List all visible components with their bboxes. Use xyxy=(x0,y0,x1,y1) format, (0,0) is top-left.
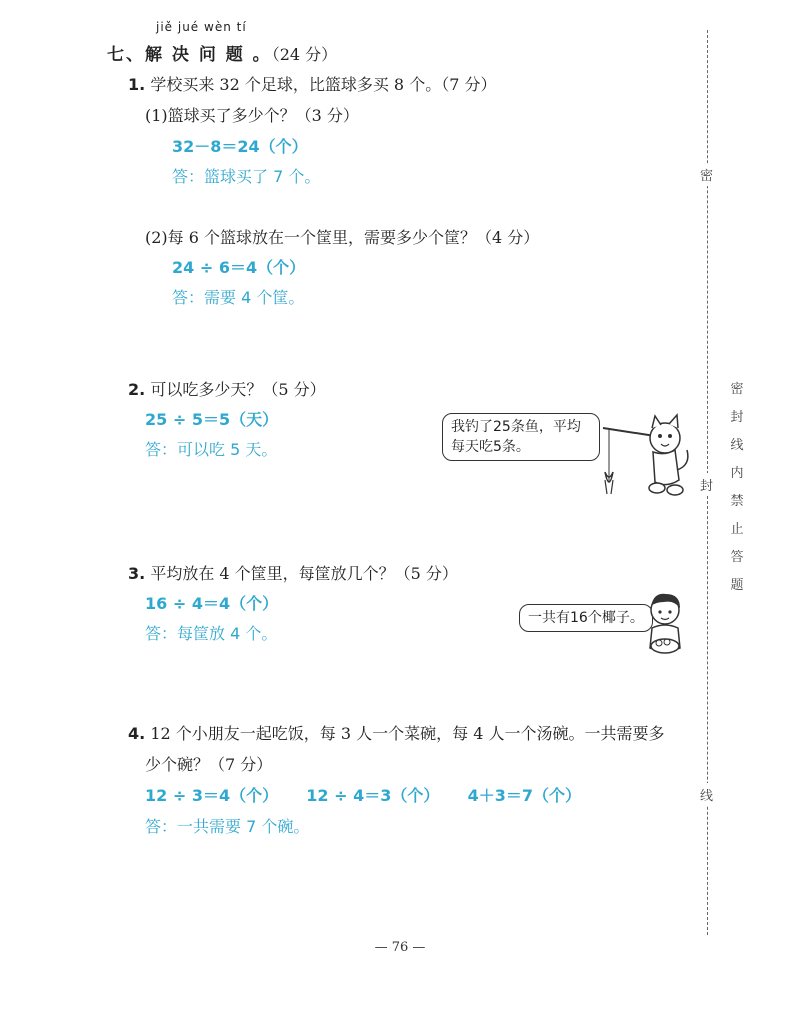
seal-mark-mi: 密 xyxy=(700,163,713,186)
answer-statement: 答：可以吃 5 天。 xyxy=(145,440,278,459)
answer-equations xyxy=(145,786,581,806)
cat-fishing-icon xyxy=(595,410,695,500)
section-pinyin: jiě jué wèn tí xyxy=(156,20,247,34)
question-1 xyxy=(128,75,496,95)
section-title: 七、解 决 问 题 。 xyxy=(107,45,272,65)
speech-bubble: 一共有16个椰子。 xyxy=(519,604,653,632)
speech-bubble xyxy=(442,413,600,461)
seal-warning-char: 线 xyxy=(730,438,744,453)
section-score: （24 分） xyxy=(271,45,338,64)
answer-statement: 答：每筐放 4 个。 xyxy=(145,624,278,643)
answer-equation xyxy=(172,137,308,157)
question-1-sub-2: (2)每 6 个篮球放在一个筐里，需要多少个筐？（4 分） xyxy=(145,228,540,247)
answer-equation xyxy=(145,594,278,614)
bubble-line: 我钓了25条鱼，平均 xyxy=(451,419,581,435)
seal-warning-char: 禁 xyxy=(730,494,744,509)
seal-warning-char: 答 xyxy=(730,550,744,565)
seal-warning-char: 封 xyxy=(730,410,744,425)
question-4-line-2: 少个碗？（7 分） xyxy=(145,755,273,774)
equation-text: 12 ÷ 3＝4（个） xyxy=(145,786,279,805)
equation-text: 24 ÷ 6＝4（个） xyxy=(172,258,306,277)
child-with-coconuts-icon xyxy=(640,590,690,660)
question-text: 12 个小朋友一起吃饭，每 3 人一个菜碗，每 4 人一个汤碗。一共需要多 xyxy=(150,724,665,743)
answer-statement: 答：篮球买了 7 个。 xyxy=(172,167,321,186)
answer-statement: 答：需要 4 个筐。 xyxy=(172,288,305,307)
question-2 xyxy=(128,380,326,400)
equation-text: 32－8＝24（个） xyxy=(172,137,308,156)
seal-mark-xian: 线 xyxy=(700,783,713,806)
question-text: 平均放在 4 个筐里，每筐放几个？（5 分） xyxy=(150,564,458,583)
seal-warning-vertical xyxy=(729,378,745,602)
question-4 xyxy=(128,724,664,744)
question-text: 学校买来 32 个足球，比篮球多买 8 个。（7 分） xyxy=(150,75,497,94)
equation-text: 12 ÷ 4＝3（个） xyxy=(306,786,440,805)
question-number: 3. xyxy=(128,564,146,583)
answer-equation xyxy=(145,410,278,430)
seal-warning-char: 内 xyxy=(730,466,744,481)
seal-warning-char: 密 xyxy=(730,382,744,397)
question-1-sub-1: (1)篮球买了多少个？（3 分） xyxy=(145,106,359,125)
question-3 xyxy=(128,564,458,584)
section-header xyxy=(107,40,337,65)
seal-mark-feng: 封 xyxy=(700,473,713,496)
question-number: 4. xyxy=(128,724,146,743)
equation-text: 4＋3＝7（个） xyxy=(467,786,581,805)
equation-text: 16 ÷ 4＝4（个） xyxy=(145,594,279,613)
question-number: 2. xyxy=(128,380,146,399)
answer-statement: 答：一共需要 7 个碗。 xyxy=(145,817,310,836)
page-number: — 76 — xyxy=(374,940,426,955)
question-text: 可以吃多少天？（5 分） xyxy=(150,380,326,399)
question-number: 1. xyxy=(128,75,146,94)
bubble-line: 每天吃5条。 xyxy=(451,439,530,455)
seal-warning-char: 题 xyxy=(730,578,744,593)
equation-text: 25 ÷ 5＝5（天） xyxy=(145,410,279,429)
seal-warning-char: 止 xyxy=(730,522,744,537)
answer-equation xyxy=(172,258,305,278)
